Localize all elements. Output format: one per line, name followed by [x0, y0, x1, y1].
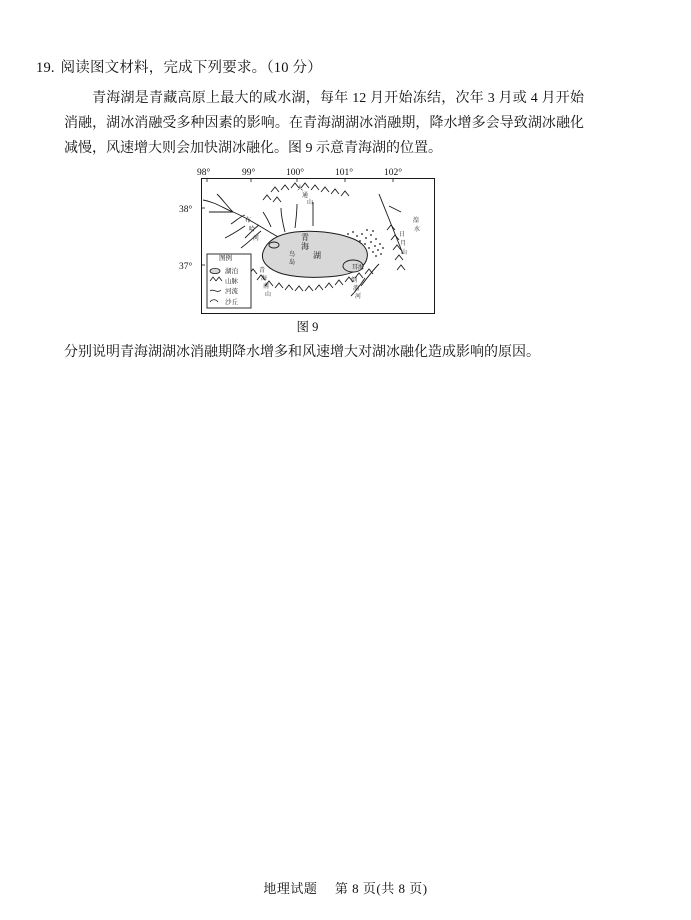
question-heading-text: 阅读图文材料，完成下列要求。（10 分）: [60, 60, 322, 76]
daotang-text-1: 倒: [351, 278, 358, 284]
lon-label-100: 100°: [286, 168, 305, 178]
huangshui-text-1: 湟: [413, 218, 420, 224]
bird-island-text-2: 岛: [289, 260, 296, 266]
daotang-text-3: 河: [355, 294, 362, 300]
buha-text-3: 河: [253, 236, 260, 242]
figure-caption: 图 9: [296, 320, 319, 334]
legend-lake-text: 湖泊: [225, 268, 238, 275]
question-number: 19.: [36, 60, 55, 76]
legend-dune-text: 沙丘: [225, 299, 238, 306]
legend-mountain-text: 山脉: [225, 278, 238, 285]
qinghai-lake-text-2: 海: [301, 242, 309, 251]
riyue-text-1: 日: [399, 232, 406, 238]
footer-subject: 地理试题: [263, 881, 318, 896]
south-mtn-text-4: 山: [265, 292, 272, 298]
daotang-text-2: 淌: [353, 286, 360, 292]
qinghai-lake-text-1: 青: [301, 233, 309, 242]
south-mtn-text-1: 青: [259, 268, 266, 274]
footer-page: 第 8 页(共 8 页): [334, 881, 428, 896]
lon-label-99: 99°: [242, 168, 256, 178]
buha-text-2: 哈: [249, 227, 256, 233]
question-paragraph: 青海湖是青藏高原上最大的咸水湖，每年 12 月开始冻结，次年 3 月或 4 月开始消融，湖冰消融受多种因素的影响。在青海湖湖冰消融期，降水增多会导致湖冰融化减慢，风速增大则会加快湖冰融化。图 9 示意青海湖的位置。: [64, 91, 584, 156]
lat-label-37: 37°: [179, 262, 193, 272]
legend-river-text: 河流: [225, 288, 238, 295]
qinghai-lake-map: [201, 178, 435, 314]
small-lake-shape: [269, 242, 279, 248]
south-mtn-text-3: 南: [263, 284, 270, 290]
datong-text-3: 山: [307, 200, 314, 206]
page-footer: [0, 878, 691, 897]
riyue-text-2: 月: [400, 241, 407, 247]
legend-title-text: 图例: [219, 255, 232, 262]
south-mtn-text-2: 海: [261, 276, 268, 282]
buha-text-1: 布: [245, 218, 252, 224]
question-prompt: 分别说明青海湖湖冰消融期降水增多和风速增大对湖冰融化造成影响的原因。: [64, 345, 540, 360]
datong-text-2: 通: [302, 193, 309, 199]
figure-9: [179, 168, 436, 334]
bird-island-text-1: 鸟: [289, 252, 296, 258]
lat-label-38: 38°: [179, 205, 193, 215]
lon-label-101: 101°: [335, 168, 354, 178]
riyue-text-3: 山: [401, 250, 408, 256]
erhai-text: 耳海: [352, 265, 365, 271]
huangshui-text-2: 水: [414, 227, 421, 233]
question-body: [64, 86, 584, 161]
lon-label-102: 102°: [384, 168, 403, 178]
qinghai-lake-text-3: 湖: [313, 251, 321, 260]
datong-text-1: 大: [297, 186, 304, 192]
question-heading: [36, 56, 322, 77]
lon-label-98: 98°: [197, 168, 211, 178]
